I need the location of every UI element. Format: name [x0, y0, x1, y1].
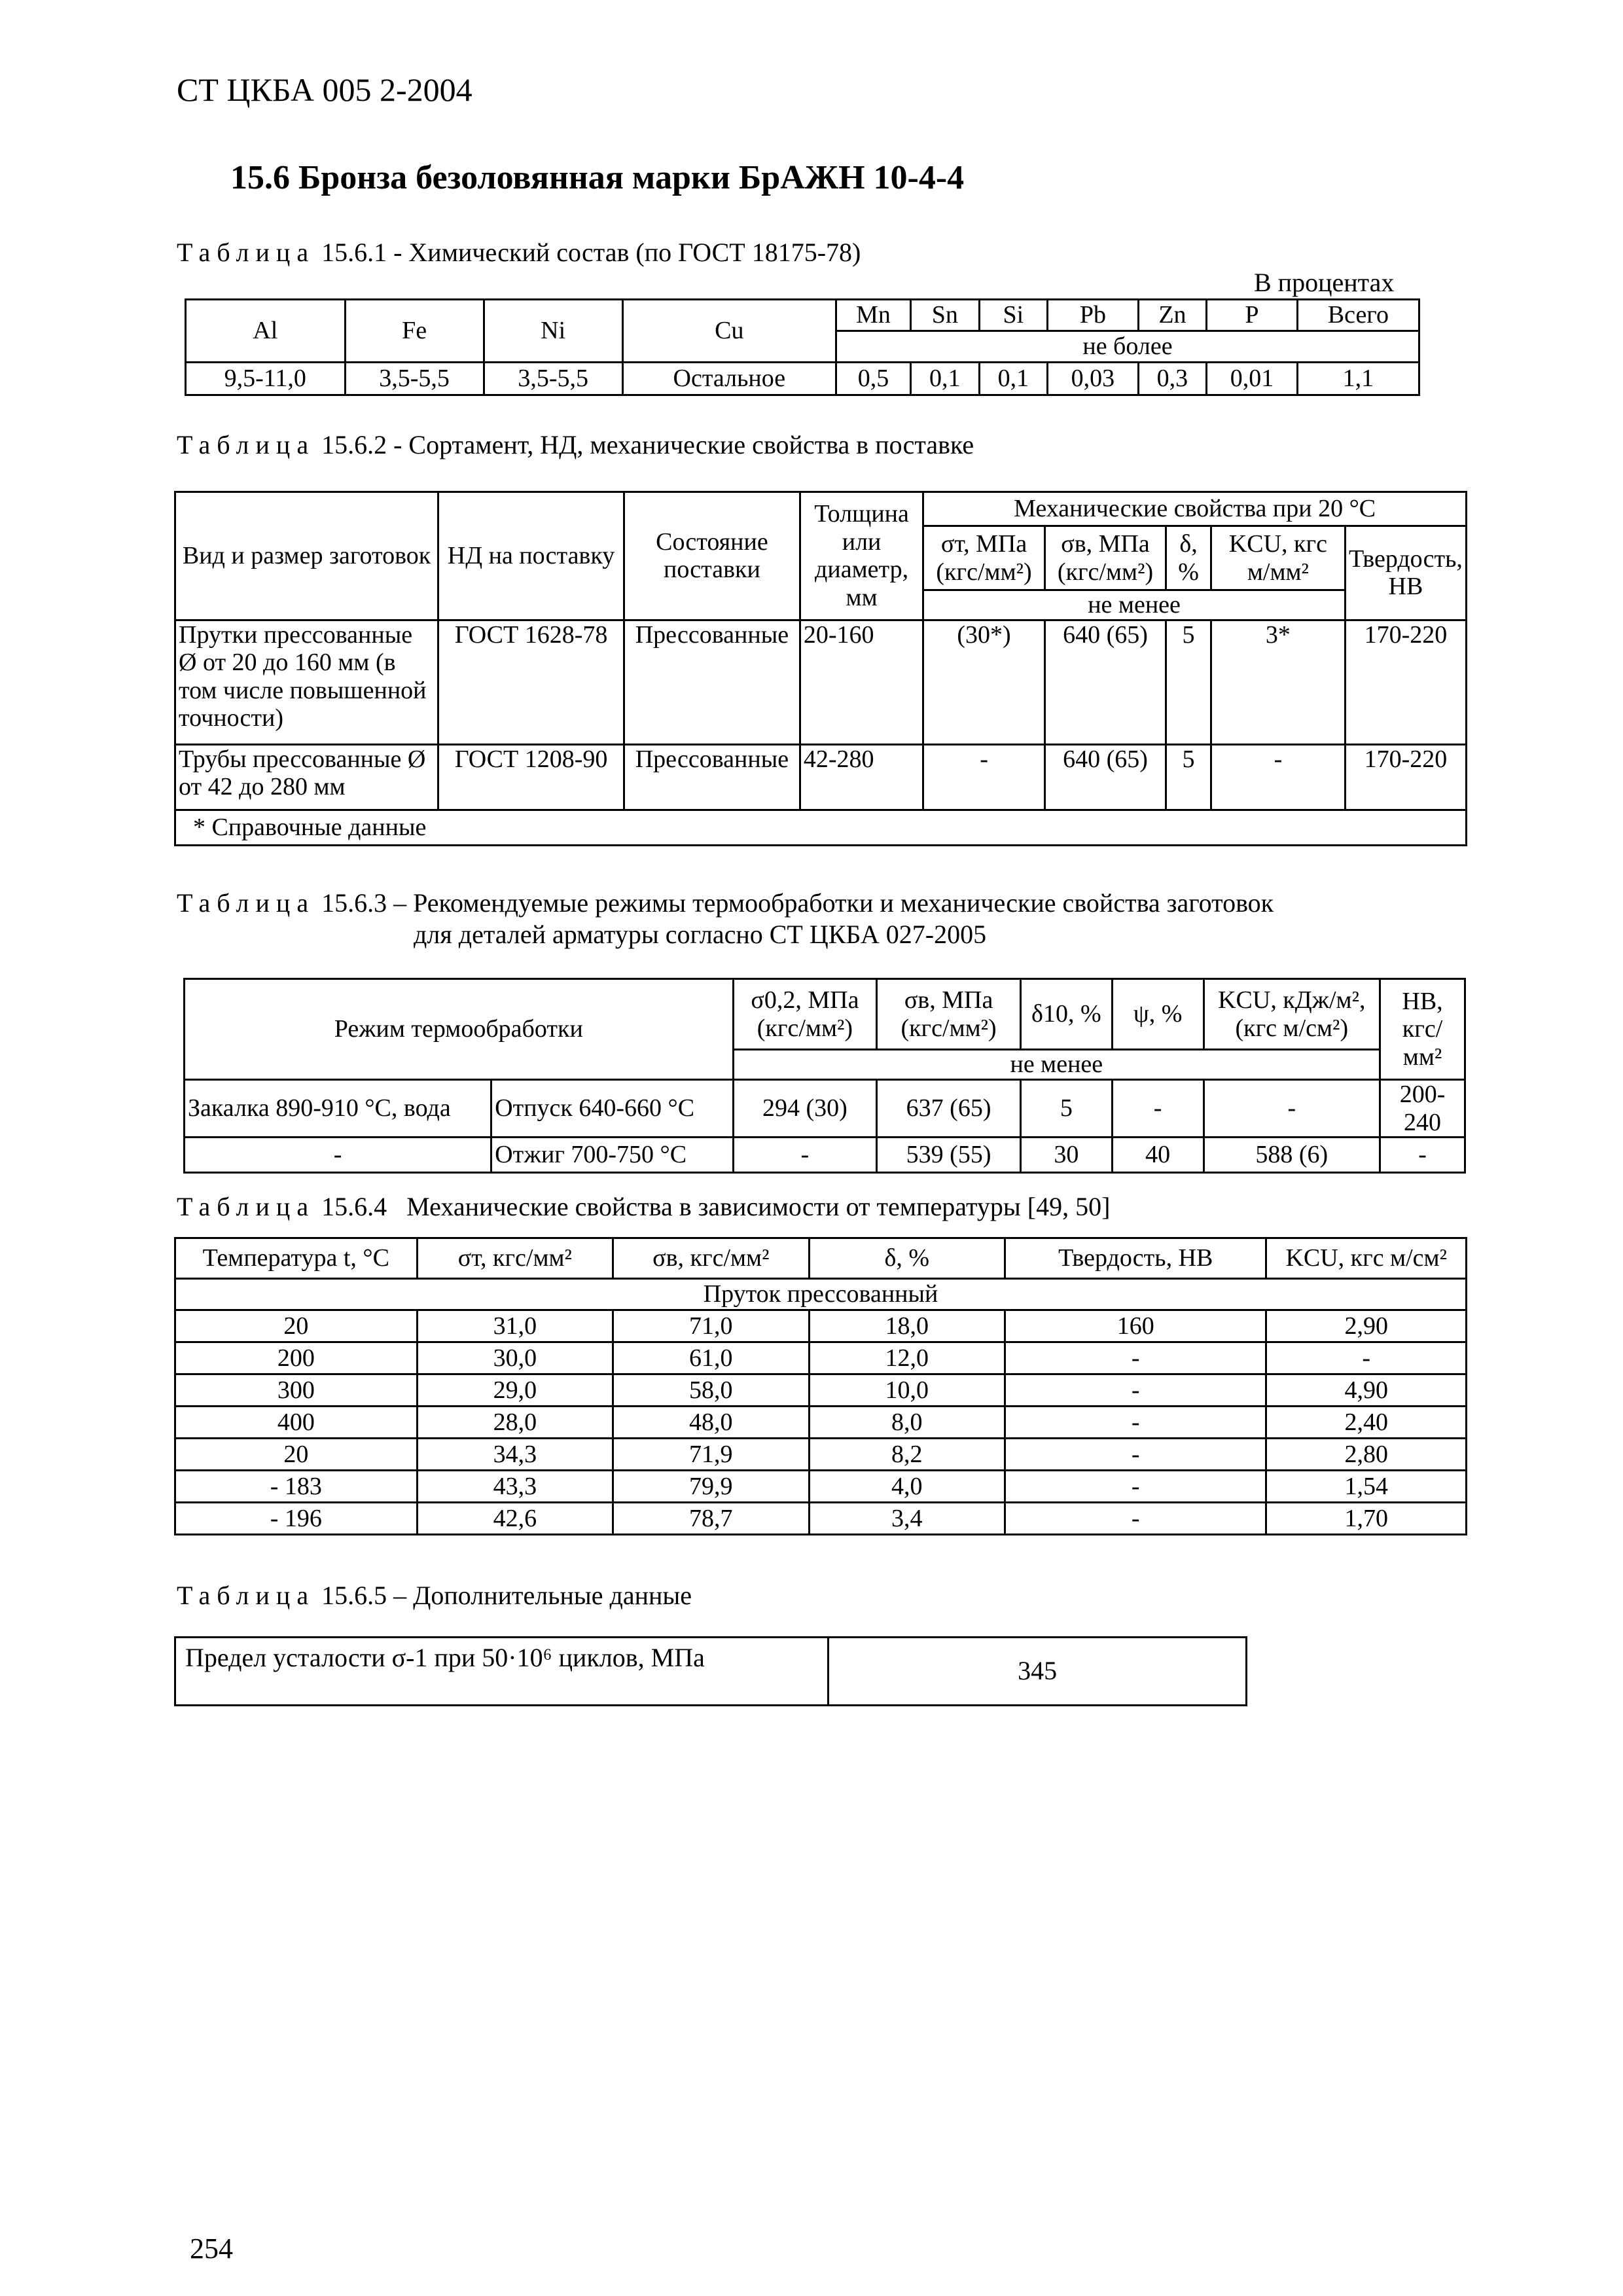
section-title: 15.6 Бронза безоловянная марки БрАЖН 10-4-4: [230, 159, 965, 196]
table-cell: 539 (55): [877, 1138, 1021, 1173]
header-cell: KCU, кгс м/мм²: [1211, 526, 1345, 590]
table-cell: 20-160: [800, 620, 923, 744]
table-cell: 71,0: [613, 1310, 809, 1342]
table1-caption-word: Таблица: [177, 238, 315, 267]
table3-caption-word: Таблица: [177, 888, 315, 918]
table-cell: 5: [1020, 1080, 1112, 1138]
chemical-composition-table: [185, 298, 1420, 396]
table3-caption-text: 15.6.3 – Рекомендуемые режимы термообработки и механические свойства заготовок: [321, 888, 1274, 918]
table-cell: 170-220: [1345, 744, 1466, 810]
header-cell: Механические свойства при 20 °С: [923, 492, 1467, 526]
table-cell: Отпуск 640-660 °С: [491, 1080, 733, 1138]
table-cell: 61,0: [613, 1342, 809, 1374]
table5-caption-word: Таблица: [177, 1581, 315, 1610]
table-row: [175, 744, 1467, 810]
table-cell: 8,2: [809, 1439, 1005, 1471]
table-row: [175, 1503, 1467, 1535]
header-cell: Состояние поставки: [624, 492, 800, 620]
table-cell: 3,5-5,5: [484, 363, 622, 395]
table-cell: 1,54: [1266, 1471, 1467, 1503]
header-cell: Вид и размер заготовок: [175, 492, 438, 620]
header-cell: Al: [186, 300, 346, 363]
table-cell: 29,0: [417, 1374, 613, 1407]
table-cell: 294 (30): [733, 1080, 877, 1138]
table-row: [185, 1080, 1465, 1138]
table-row: [175, 1342, 1467, 1374]
header-cell: σв, кгс/мм²: [613, 1238, 809, 1279]
header-cell: σв, МПа (кгс/мм²): [877, 979, 1021, 1050]
table-cell: 18,0: [809, 1310, 1005, 1342]
table-cell: 637 (65): [877, 1080, 1021, 1138]
table-cell: Остальное: [622, 363, 836, 395]
table-cell: 3,4: [809, 1503, 1005, 1535]
table-cell: 0,3: [1138, 363, 1207, 395]
header-cell: Si: [979, 300, 1048, 331]
table-row: [175, 1638, 1247, 1706]
table-cell: 9,5-11,0: [186, 363, 346, 395]
table-cell: 20: [175, 1310, 418, 1342]
table-cell: 200: [175, 1342, 418, 1374]
table-cell: -: [923, 744, 1045, 810]
table-cell: 0,5: [836, 363, 910, 395]
table-cell: -: [1005, 1471, 1266, 1503]
table-cell: -: [1211, 744, 1345, 810]
header-cell: НВ, кгс/мм²: [1380, 979, 1465, 1080]
document-header: СТ ЦКБА 005 2-2004: [177, 71, 473, 108]
table-cell: 160: [1005, 1310, 1266, 1342]
table-cell: (30*): [923, 620, 1045, 744]
header-cell: σт, кгс/мм²: [417, 1238, 613, 1279]
header-cell: Режим термообработки: [185, 979, 734, 1080]
table-cell: - 196: [175, 1503, 418, 1535]
table-row: [175, 1374, 1467, 1407]
table-cell: 28,0: [417, 1407, 613, 1439]
table-cell: 200-240: [1380, 1080, 1465, 1138]
table-cell: 2,80: [1266, 1439, 1467, 1471]
table-cell: 58,0: [613, 1374, 809, 1407]
table-cell: 40: [1112, 1138, 1204, 1173]
table-row: [175, 620, 1467, 744]
header-cell: НД на поставку: [438, 492, 624, 620]
table4-caption-text: 15.6.4 Механические свойства в зависимости от температуры [49, 50]: [321, 1192, 1111, 1221]
header-cell: Mn: [836, 300, 910, 331]
table1-units: В процентах: [1254, 268, 1395, 297]
header-cell: Температура t, °С: [175, 1238, 418, 1279]
header-cell: ψ, %: [1112, 979, 1204, 1050]
group-header: Пруток прессованный: [175, 1279, 1467, 1310]
table-cell: -: [1005, 1374, 1266, 1407]
header-cell: Cu: [622, 300, 836, 363]
subheader-cell: не более: [836, 331, 1419, 363]
header-cell: Толщина или диаметр, мм: [800, 492, 923, 620]
table-cell: 0,1: [979, 363, 1048, 395]
table3-caption-line2: для деталей арматуры согласно СТ ЦКБА 027-2005: [414, 920, 987, 949]
table-cell: -: [733, 1138, 877, 1173]
table-row: [186, 363, 1419, 395]
heat-treatment-table: [183, 978, 1466, 1174]
table-cell: 300: [175, 1374, 418, 1407]
table-cell: Прессованные: [624, 744, 800, 810]
table-cell: -: [1005, 1407, 1266, 1439]
table-cell: 2,90: [1266, 1310, 1467, 1342]
table-cell: 400: [175, 1407, 418, 1439]
table-cell: 12,0: [809, 1342, 1005, 1374]
temperature-properties-table: [174, 1237, 1467, 1535]
table-cell: 2,40: [1266, 1407, 1467, 1439]
header-cell: Твердость, НВ: [1345, 526, 1466, 620]
header-cell: δ, %: [809, 1238, 1005, 1279]
table-cell: 0,01: [1207, 363, 1298, 395]
table-cell: 170-220: [1345, 620, 1466, 744]
table-row: [175, 1439, 1467, 1471]
table-cell: -: [1005, 1439, 1266, 1471]
page-number: 254: [190, 2233, 233, 2265]
table-cell: 48,0: [613, 1407, 809, 1439]
table1-caption: [177, 237, 861, 268]
table-cell: -: [1266, 1342, 1467, 1374]
table-cell: 30: [1020, 1138, 1112, 1173]
table-cell: 4,90: [1266, 1374, 1467, 1407]
table-cell: 10,0: [809, 1374, 1005, 1407]
table-cell: 5: [1166, 744, 1211, 810]
table-cell: 640 (65): [1044, 620, 1166, 744]
header-cell: Твердость, НВ: [1005, 1238, 1266, 1279]
table-cell: 0,03: [1048, 363, 1139, 395]
table-cell: -: [185, 1138, 491, 1173]
table-cell: 1,70: [1266, 1503, 1467, 1535]
table-cell: ГОСТ 1208-90: [438, 744, 624, 810]
table-cell: 79,9: [613, 1471, 809, 1503]
table4-caption: [177, 1191, 1110, 1222]
table-cell: 3*: [1211, 620, 1345, 744]
header-cell: σв, МПа (кгс/мм²): [1044, 526, 1166, 590]
table-cell: -: [1005, 1342, 1266, 1374]
table-cell: 42-280: [800, 744, 923, 810]
table-cell: Закалка 890-910 °С, вода: [185, 1080, 491, 1138]
table-cell: 3,5-5,5: [345, 363, 484, 395]
table-cell: 71,9: [613, 1439, 809, 1471]
table-row: [185, 1138, 1465, 1173]
table-cell: ГОСТ 1628-78: [438, 620, 624, 744]
assortment-table: [174, 491, 1467, 846]
table-cell: -: [1380, 1138, 1465, 1173]
table-cell: 8,0: [809, 1407, 1005, 1439]
table5-caption-text: 15.6.5 – Дополнительные данные: [321, 1581, 692, 1610]
header-cell: KCU, кДж/м², (кгс м/см²): [1204, 979, 1380, 1050]
table-row: [175, 1407, 1467, 1439]
table-cell: -: [1204, 1080, 1380, 1138]
table4-caption-word: Таблица: [177, 1192, 315, 1221]
table1-caption-text: 15.6.1 - Химический состав (по ГОСТ 18175-78): [321, 238, 861, 267]
table-cell: 345: [829, 1638, 1247, 1706]
header-cell: Fe: [345, 300, 484, 363]
table-row: [175, 1471, 1467, 1503]
table-cell: 588 (6): [1204, 1138, 1380, 1173]
header-cell: Zn: [1138, 300, 1207, 331]
table-cell: 20: [175, 1439, 418, 1471]
table2-caption: [177, 429, 974, 460]
header-cell: σт, МПа (кгс/мм²): [923, 526, 1045, 590]
table-row: [175, 1310, 1467, 1342]
table-note: * Справочные данные: [175, 810, 1467, 845]
subheader-cell: не менее: [923, 590, 1346, 620]
table-cell: Прутки прессованные Ø от 20 до 160 мм (в том числе повышенной точности): [175, 620, 438, 744]
table-cell: 31,0: [417, 1310, 613, 1342]
header-cell: σ0,2, МПа (кгс/мм²): [733, 979, 877, 1050]
header-cell: KCU, кгс м/см²: [1266, 1238, 1467, 1279]
table-cell: Предел усталости σ-1 при 50·10⁶ циклов, МПа: [175, 1638, 829, 1706]
header-cell: Sn: [911, 300, 980, 331]
header-cell: Всего: [1297, 300, 1419, 331]
additional-data-table: [174, 1636, 1247, 1706]
table5-caption: [177, 1580, 692, 1611]
table-cell: Прессованные: [624, 620, 800, 744]
header-cell: δ, %: [1166, 526, 1211, 590]
header-cell: Ni: [484, 300, 622, 363]
table3-caption: [177, 888, 1274, 918]
table-cell: 640 (65): [1044, 744, 1166, 810]
table-cell: -: [1005, 1503, 1266, 1535]
table-cell: 5: [1166, 620, 1211, 744]
table-cell: 0,1: [911, 363, 980, 395]
header-cell: P: [1207, 300, 1298, 331]
table-cell: Отжиг 700-750 °С: [491, 1138, 733, 1173]
table-cell: 78,7: [613, 1503, 809, 1535]
table2-caption-word: Таблица: [177, 430, 315, 459]
subheader-cell: не менее: [733, 1050, 1380, 1080]
header-cell: δ10, %: [1020, 979, 1112, 1050]
table2-caption-text: 15.6.2 - Сортамент, НД, механические свойства в поставке: [321, 430, 974, 459]
table-cell: 34,3: [417, 1439, 613, 1471]
table-cell: - 183: [175, 1471, 418, 1503]
table-cell: 43,3: [417, 1471, 613, 1503]
table-cell: Трубы прессованные Ø от 42 до 280 мм: [175, 744, 438, 810]
table-cell: 1,1: [1297, 363, 1419, 395]
table-cell: 42,6: [417, 1503, 613, 1535]
table-cell: -: [1112, 1080, 1204, 1138]
table-cell: 4,0: [809, 1471, 1005, 1503]
table-cell: 30,0: [417, 1342, 613, 1374]
header-cell: Pb: [1048, 300, 1139, 331]
